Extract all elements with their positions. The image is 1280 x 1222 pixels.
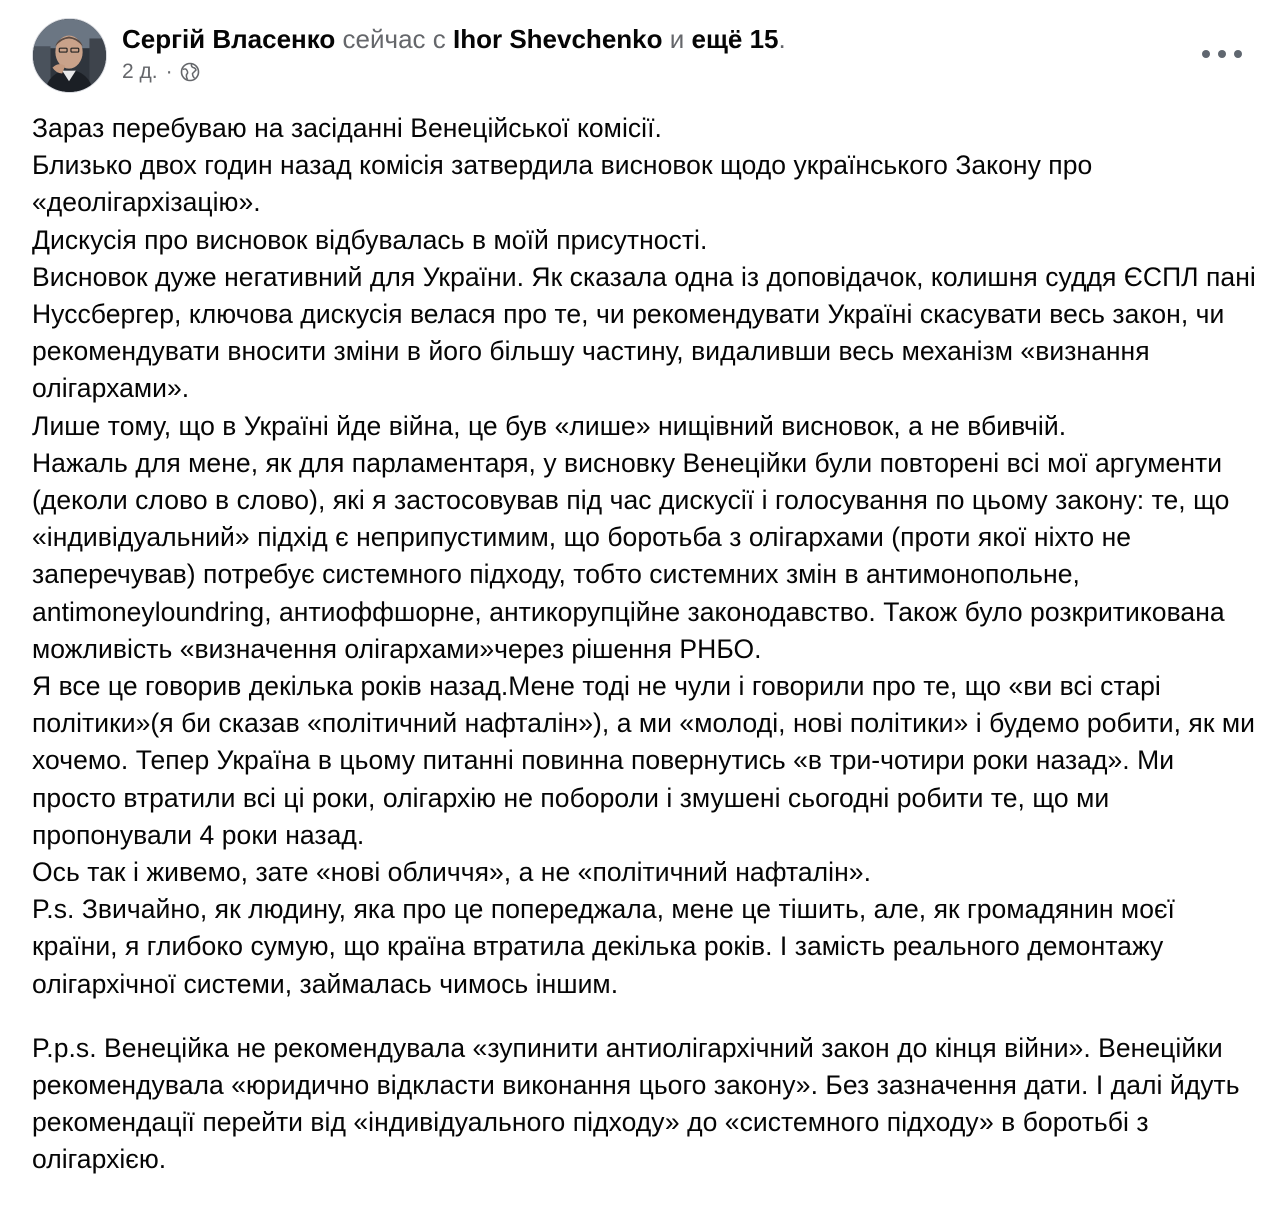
post-paragraph: P.s. Звичайно, як людину, яка про це попереджала, мене це тішить, але, як громадянин моєї країни, я глибоко сумую, що країна втратила декілька років. І замість реального демонтажу олігархічної системи, займалась чимось іншим. xyxy=(32,894,1175,999)
header-period: . xyxy=(778,24,786,54)
tagged-others-link[interactable]: ещё 15 xyxy=(691,24,779,54)
post-author-line xyxy=(122,22,1168,56)
author-avatar[interactable] xyxy=(32,18,107,93)
globe-icon[interactable] xyxy=(180,62,200,82)
meta-separator: · xyxy=(165,60,173,83)
more-horizontal-icon xyxy=(1234,50,1242,58)
avatar-photo xyxy=(33,19,106,92)
paragraph-gap xyxy=(32,1003,1260,1030)
more-options-button[interactable] xyxy=(1202,42,1242,66)
time-word: сейчас с xyxy=(342,24,446,54)
post-header-text xyxy=(122,22,1168,86)
post-meta xyxy=(122,58,1168,86)
post-paragraph: Зараз перебуваю на засіданні Венеційської комісії. xyxy=(32,113,662,143)
post-paragraph: Нажаль для мене, як для парламентаря, у висновку Венеційки були повторені всі мої аргументи (деколи слово в слово), які я застосовував під час дискусії і голосування по цьому закону: те, що «індивідуальний» підхід є неприпустимим, що боротьба з олігархами (проти якої ніхто не заперечував) потребує системного підходу, тобто системних змін в антимонопольне, antimoneyloundring, антиоффшорне, антикорупційне законодавство. Також було розкритикована можливість «визначення олігархами»через рішення РНБО. xyxy=(32,447,1230,664)
author-name[interactable]: Сергій Власенко xyxy=(122,24,336,54)
more-horizontal-icon xyxy=(1202,50,1210,58)
post-paragraph: Лише тому, що в Україні йде війна, це був «лише» нищівний висновок, а не вбивчій. xyxy=(32,410,1067,441)
post-paragraph: Я все це говорив декілька років назад.Мене тоді не чули і говорили про те, що «ви всі старі політики»(я би сказав «політичний нафталін»), а ми «молоді, нові політики» і будемо робити, як ми хочемо. Тепер Україна в цьому питанні повинна повернутись «в три-чотири роки назад». Ми просто втратили всі ці роки, олігархію не побороли і змушені сьогодні робити те, що ми пропонували 4 роки назад. xyxy=(32,671,1256,850)
post-paragraph: Ось так і живемо, зате «нові обличчя», а не «політичний нафталін». xyxy=(32,857,871,888)
tagged-person[interactable]: Ihor Shevchenko xyxy=(453,24,663,54)
post-paragraph: P.p.s. Венеційка не рекомендувала «зупинити антиолігархічний закон до кінця війни». Венеційки рекомендувала «юридично відкласти виконання цього закону». Без зазначення дати. І далі йдуть рекомендації перейти від «індивідуального підходу» до «системного підходу» в боротьбі з олігархією. xyxy=(32,1032,1240,1175)
post-paragraph: Близько двох годин назад комісія затвердила висновок щодо українського Закону про «деолігархізацію». xyxy=(32,150,1093,218)
post-body xyxy=(32,110,1260,1179)
and-word: и xyxy=(669,24,685,54)
more-horizontal-icon xyxy=(1218,50,1226,58)
post-age[interactable]: 2 д. xyxy=(122,60,158,83)
post-paragraph: Висновок дуже негативний для України. Як сказала одна із доповідачок, колишня суддя ЄСПЛ пані Нуссбергер, ключова дискусія велася про те, чи рекомендувати Україні скасувати весь закон, чи рекомендувати вносити зміни в його більшу частину, видаливши весь механізм «визнання олігархами». xyxy=(32,261,1256,404)
post-paragraph: Дискусія про висновок відбувалась в моїй присутності. xyxy=(32,224,708,255)
post-header xyxy=(32,18,1248,98)
